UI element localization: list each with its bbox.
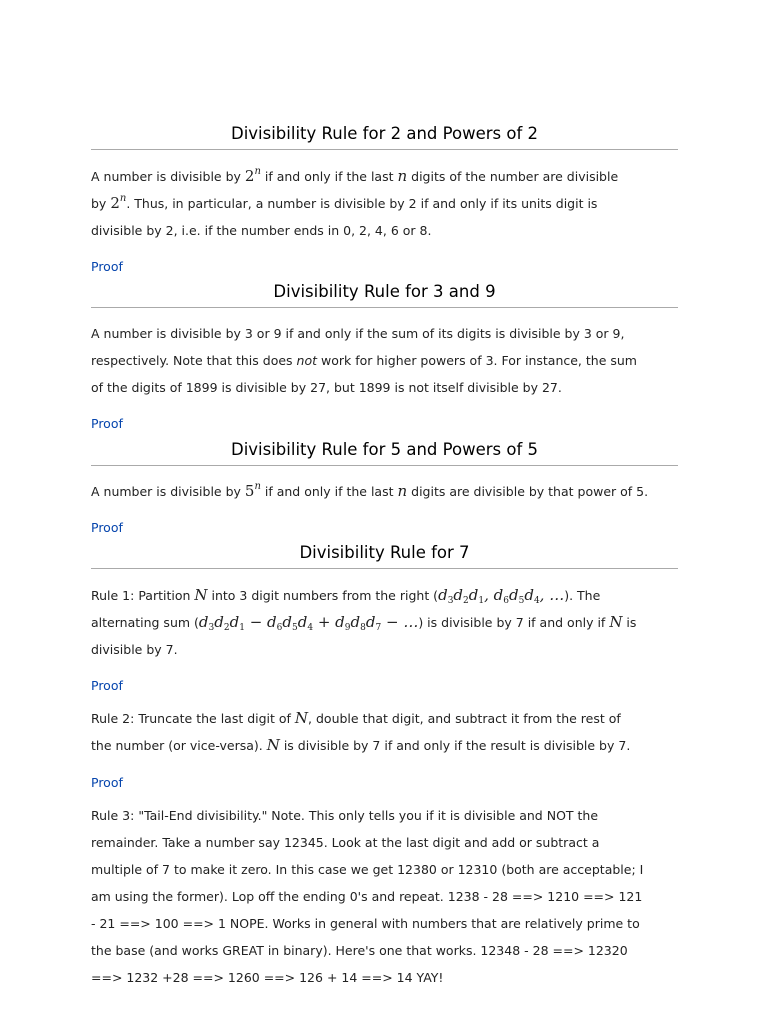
proof-link-container [91, 517, 678, 538]
section-powers-of-2-body [91, 163, 678, 244]
proof-link-container [91, 772, 678, 793]
section-3-and-9 [91, 281, 678, 308]
proof-link-container [91, 256, 678, 277]
section-title: Divisibility Rule for 2 and Powers of 2 [91, 123, 678, 150]
section-powers-of-5 [91, 439, 678, 466]
paragraph: Rule 3: "Tail-End divisibility." Note. This only tells you if it is divisible and NOT the remainder. Take a number say 12345. Look at the last digit and add or subtract a multiple of 7 to make it zero. In this case we get 12380 or 12310 (both are acceptable; I am using the former). Lop off the ending 0's and repeat. 1238 - 28 ==> 1210 ==> 121 - 21 ==> 100 ==> 1 NOPE. Works in general with numbers that are relatively prime to the base (and works GREAT in binary). Here's one that works. 12348 - 28 ==> 12320 ==> 1232 +28 ==> 1260 ==> 126 + 14 ==> 14 YAY! [91, 808, 644, 985]
math-five-pow-n: 5$^n$ [244, 481, 261, 500]
math-N: N [266, 736, 280, 754]
rule-3 [91, 802, 678, 991]
math-N: N [294, 709, 309, 727]
math-N: N [609, 613, 623, 631]
proof-link[interactable]: Proof [91, 416, 123, 431]
proof-link[interactable]: Proof [91, 520, 123, 535]
rule-2 [91, 705, 678, 759]
section-powers-of-2 [91, 123, 678, 150]
proof-link[interactable]: Proof [91, 775, 123, 790]
proof-link-container [91, 675, 678, 696]
paragraph: Rule 1: Partition N into 3 digit numbers from the right ($d_3d_2d_1$, $d_6d_5d_4$, …). The alternating sum ($d_3d_2d_1 - d_6d_5d_4 + d_9d_8d_7$ − …) is divisible by 7 if and only if N is divisible by 7. [91, 586, 637, 657]
section-rule-for-7 [91, 542, 678, 569]
paragraph: A number is divisible by 2$^n$ if and only if the last n digits of the number are divisible by 2$^n$. Thus, in particular, a number is divisible by 2 if and only if its units digit is divisible by 2, i.e. if the number ends in 0, 2, 4, 6 or 8. [91, 166, 619, 238]
proof-link[interactable]: Proof [91, 259, 123, 274]
math-alternating-sum: $d_3d_2d_1 - d_6d_5d_4 + d_9d_8d_7$ − … [198, 613, 419, 633]
paragraph: A number is divisible by 5$^n$ if and only if the last n digits are divisible by that power of 5. [91, 481, 649, 500]
section-title: Divisibility Rule for 3 and 9 [91, 281, 678, 308]
section-powers-of-5-body [91, 478, 678, 505]
math-N: N [194, 586, 208, 604]
rule-1 [91, 582, 678, 663]
section-3-and-9-body [91, 320, 678, 401]
paragraph: Rule 2: Truncate the last digit of N, double that digit, and subtract it from the rest of the number (or vice-versa). N is divisible by 7 if and only if the result is divisible by 7. [91, 709, 631, 754]
paragraph: A number is divisible by 3 or 9 if and only if the sum of its digits is divisible by 3 or 9, respectively. Note that this does not work for higher powers of 3. For instance, the sum of the digits of 1899 is divisible by 27, but 1899 is not itself divisible by 27. [91, 326, 637, 395]
proof-link-container [91, 413, 678, 434]
math-n: n [397, 167, 408, 185]
section-title: Divisibility Rule for 7 [91, 542, 678, 569]
math-two-pow-n: 2$^n$ [110, 193, 127, 212]
math-digit-groups: $d_3d_2d_1$, $d_6d_5d_4$, … [438, 586, 565, 606]
math-two-pow-n: 2$^n$ [244, 166, 261, 185]
proof-link[interactable]: Proof [91, 678, 123, 693]
math-n: n [397, 482, 408, 500]
section-title: Divisibility Rule for 5 and Powers of 5 [91, 439, 678, 466]
